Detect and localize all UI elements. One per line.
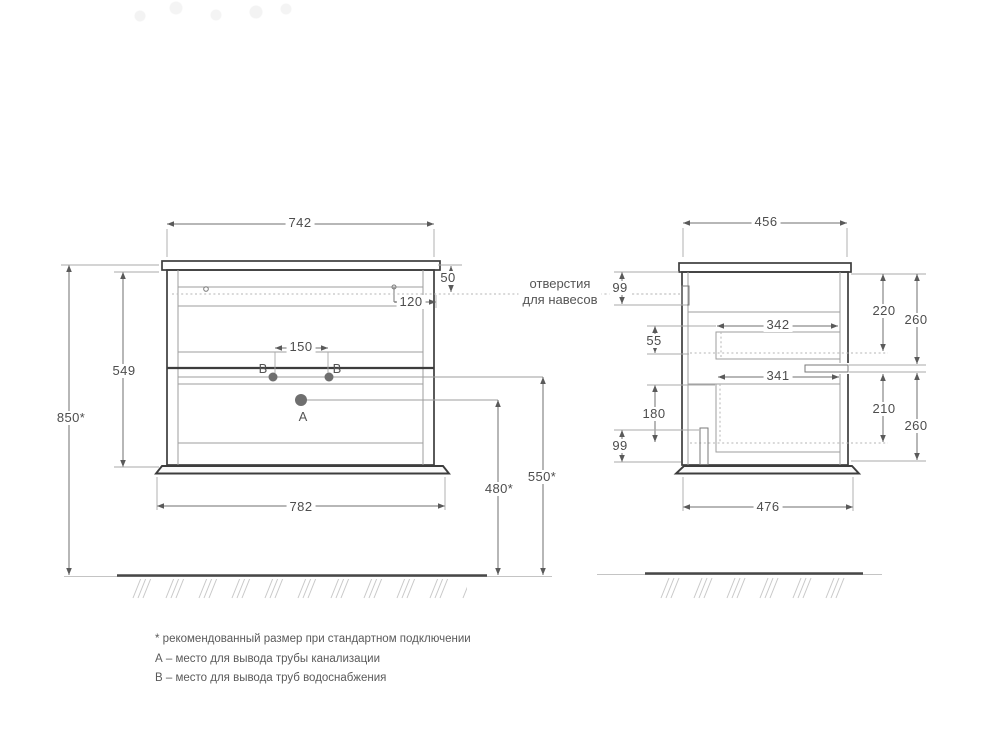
dim-holes-spacing: 150 — [287, 340, 316, 354]
dim-drawer2-depth: 341 — [764, 369, 793, 383]
side-drawer2-box — [716, 384, 840, 452]
side-countertop — [679, 263, 851, 272]
floor-hatching-left — [131, 579, 467, 601]
dim-drawer1-inner-height: 220 — [870, 304, 899, 318]
footnote-hole-b: В – место для вывода труб водоснабжения — [155, 672, 387, 684]
hole-b-right-label: B — [332, 361, 342, 376]
dim-front1-height: 260 — [902, 313, 931, 327]
footnote-hole-a: А – место для вывода трубы канализации — [155, 652, 381, 665]
hanger-holes-note-line2: для навесов — [522, 292, 598, 307]
hanger-holes-note-line1: отверстия — [529, 276, 591, 291]
front-plinth — [156, 466, 449, 474]
dim-counter-to-holes: 50 — [437, 271, 458, 285]
dim-supply-height: 550* — [525, 470, 559, 484]
front-view-drawing — [156, 261, 543, 474]
footnotes — [155, 630, 471, 689]
hole-a-marker — [295, 394, 307, 406]
floor-lines — [64, 574, 882, 602]
dim-front-width-top: 742 — [286, 216, 315, 230]
dim-bottom-offset: 99 — [609, 439, 630, 453]
dim-top-to-hanger: 99 — [609, 281, 630, 295]
side-plumbing-slot — [700, 428, 708, 465]
dim-total-height: 850* — [54, 411, 88, 425]
side-plinth — [676, 466, 859, 474]
front-countertop — [162, 261, 440, 270]
dim-drawer1-depth: 342 — [764, 318, 793, 332]
dim-front2-height: 260 — [902, 419, 931, 433]
dim-counter-to-drawer: 55 — [643, 334, 664, 348]
hole-b-left-label: B — [258, 361, 268, 376]
dim-hole-to-edge: 120 — [397, 295, 426, 309]
hole-b-left-marker — [269, 373, 278, 382]
dim-drain-height: 480* — [482, 482, 516, 496]
floor-hatching-right — [656, 577, 858, 599]
dim-depth-top: 456 — [752, 215, 781, 229]
dim-drawer2-inner-height: 210 — [870, 402, 899, 416]
hanger-holes-note — [518, 275, 601, 309]
dim-depth-bottom: 476 — [754, 500, 783, 514]
hole-a-label: A — [298, 409, 308, 424]
dim-front-width-bottom: 782 — [287, 500, 316, 514]
dim-cabinet-height: 549 — [110, 364, 139, 378]
dim-drawer2-inner-height-left: 180 — [640, 407, 669, 421]
side-drawer1-box — [716, 332, 840, 359]
footnote-recommended-size: * рекомендованный размер при стандартном подключении — [155, 633, 471, 645]
